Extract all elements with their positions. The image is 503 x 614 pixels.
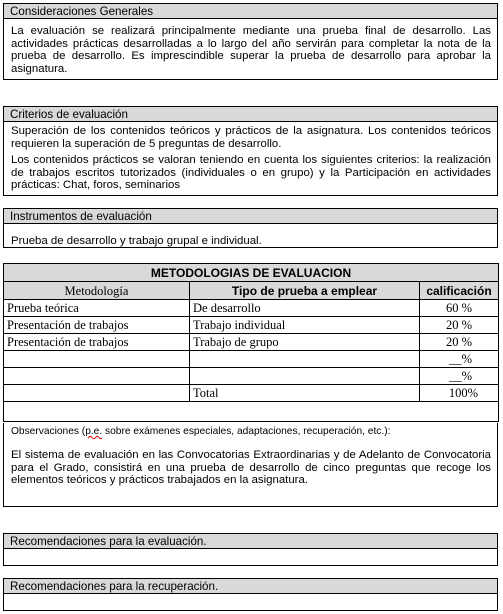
tipo-cell: Trabajo individual <box>190 317 420 334</box>
col-calificacion-header: calificación <box>420 282 499 300</box>
total-label: Total <box>190 385 420 402</box>
table-row <box>4 300 499 317</box>
calificacion-cell: __% <box>420 368 499 385</box>
observaciones-label-pre: Observaciones ( <box>11 426 86 437</box>
recomendaciones-evaluacion-header: Recomendaciones para la evaluación. <box>4 534 497 549</box>
total-row <box>4 385 499 402</box>
col-metodologia-header: Metodología <box>4 282 190 300</box>
consideraciones-paragraph: La evaluación se realizará principalmente mediante una prueba final de desarrollo. Las actividades prácticas desarrolladas a lo largo del año servirán para completar la nota de la prueba de desarrollo. Es imprescindible superar la prueba de desarrollo para aprobar la asignatura. <box>11 25 491 75</box>
calificacion-cell: __% <box>420 351 499 368</box>
metodologia-cell <box>4 351 190 368</box>
spacer-row <box>4 402 499 422</box>
recomendaciones-recuperacion-header: Recomendaciones para la recuperación. <box>4 579 497 594</box>
observaciones-label-post: sobre exámenes especiales, adaptaciones, recuperación, etc.): <box>102 426 391 437</box>
observaciones-label <box>4 423 497 437</box>
criterios-paragraph-1: Superación de los contenidos teóricos y prácticos de la asignatura. Los contenidos teóricos requieren la superación de 5 preguntas de desarrollo. <box>11 125 491 150</box>
instrumentos-section <box>3 208 498 248</box>
instrumentos-header: Instrumentos de evaluación <box>4 209 497 224</box>
instrumentos-paragraph: Prueba de desarrollo y trabajo grupal e individual. <box>11 235 262 247</box>
metodologias-header-row <box>4 282 499 300</box>
metodologias-table <box>3 263 499 422</box>
recomendaciones-recuperacion-section <box>3 578 498 611</box>
criterios-header: Criterios de evaluación <box>4 107 497 122</box>
tipo-cell: De desarrollo <box>190 300 420 317</box>
col-tipo-header: Tipo de prueba a emplear <box>190 282 420 300</box>
table-row <box>4 351 499 368</box>
metodologia-cell: Presentación de trabajos <box>4 334 190 351</box>
metodologias-title-row <box>4 264 499 282</box>
criterios-section <box>3 106 498 196</box>
instrumentos-text <box>4 224 497 248</box>
calificacion-cell: 20 % <box>420 334 499 351</box>
tipo-cell <box>190 351 420 368</box>
criterios-text <box>4 122 497 192</box>
observaciones-label-pe: p.e. <box>85 426 103 437</box>
table-row <box>4 368 499 385</box>
consideraciones-section <box>3 3 498 80</box>
metodologia-cell <box>4 368 190 385</box>
calificacion-cell: 20 % <box>420 317 499 334</box>
consideraciones-text <box>4 19 497 75</box>
metodologia-cell: Prueba teórica <box>4 300 190 317</box>
observaciones-section <box>3 423 498 507</box>
table-row <box>4 317 499 334</box>
tipo-cell <box>190 368 420 385</box>
metodologias-title: METODOLOGIAS DE EVALUACION <box>4 264 499 282</box>
observaciones-paragraph: El sistema de evaluación en las Convocatorias Extraordinarias y de Adelanto de Convocatoria para el Grado, consistirá en una prueba de desarrollo de cinco preguntas que recoge los elementos teóricos y prácticos trabajados en la asignatura. <box>11 449 491 487</box>
observaciones-text <box>4 437 497 487</box>
calificacion-cell: 60 % <box>420 300 499 317</box>
tipo-cell: Trabajo de grupo <box>190 334 420 351</box>
recomendaciones-evaluacion-section <box>3 533 498 566</box>
table-row <box>4 334 499 351</box>
total-value: 100% <box>420 385 499 402</box>
consideraciones-header: Consideraciones Generales <box>4 4 497 19</box>
total-empty-cell <box>4 385 190 402</box>
metodologia-cell: Presentación de trabajos <box>4 317 190 334</box>
spacer-cell <box>4 402 499 422</box>
criterios-paragraph-2: Los contenidos prácticos se valoran teniendo en cuenta los siguientes criterios: la realización de trabajos escritos tutorizados (individuales o en grupo) y la Participación en actividades prácticas: Chat, foros, seminarios <box>11 154 491 192</box>
